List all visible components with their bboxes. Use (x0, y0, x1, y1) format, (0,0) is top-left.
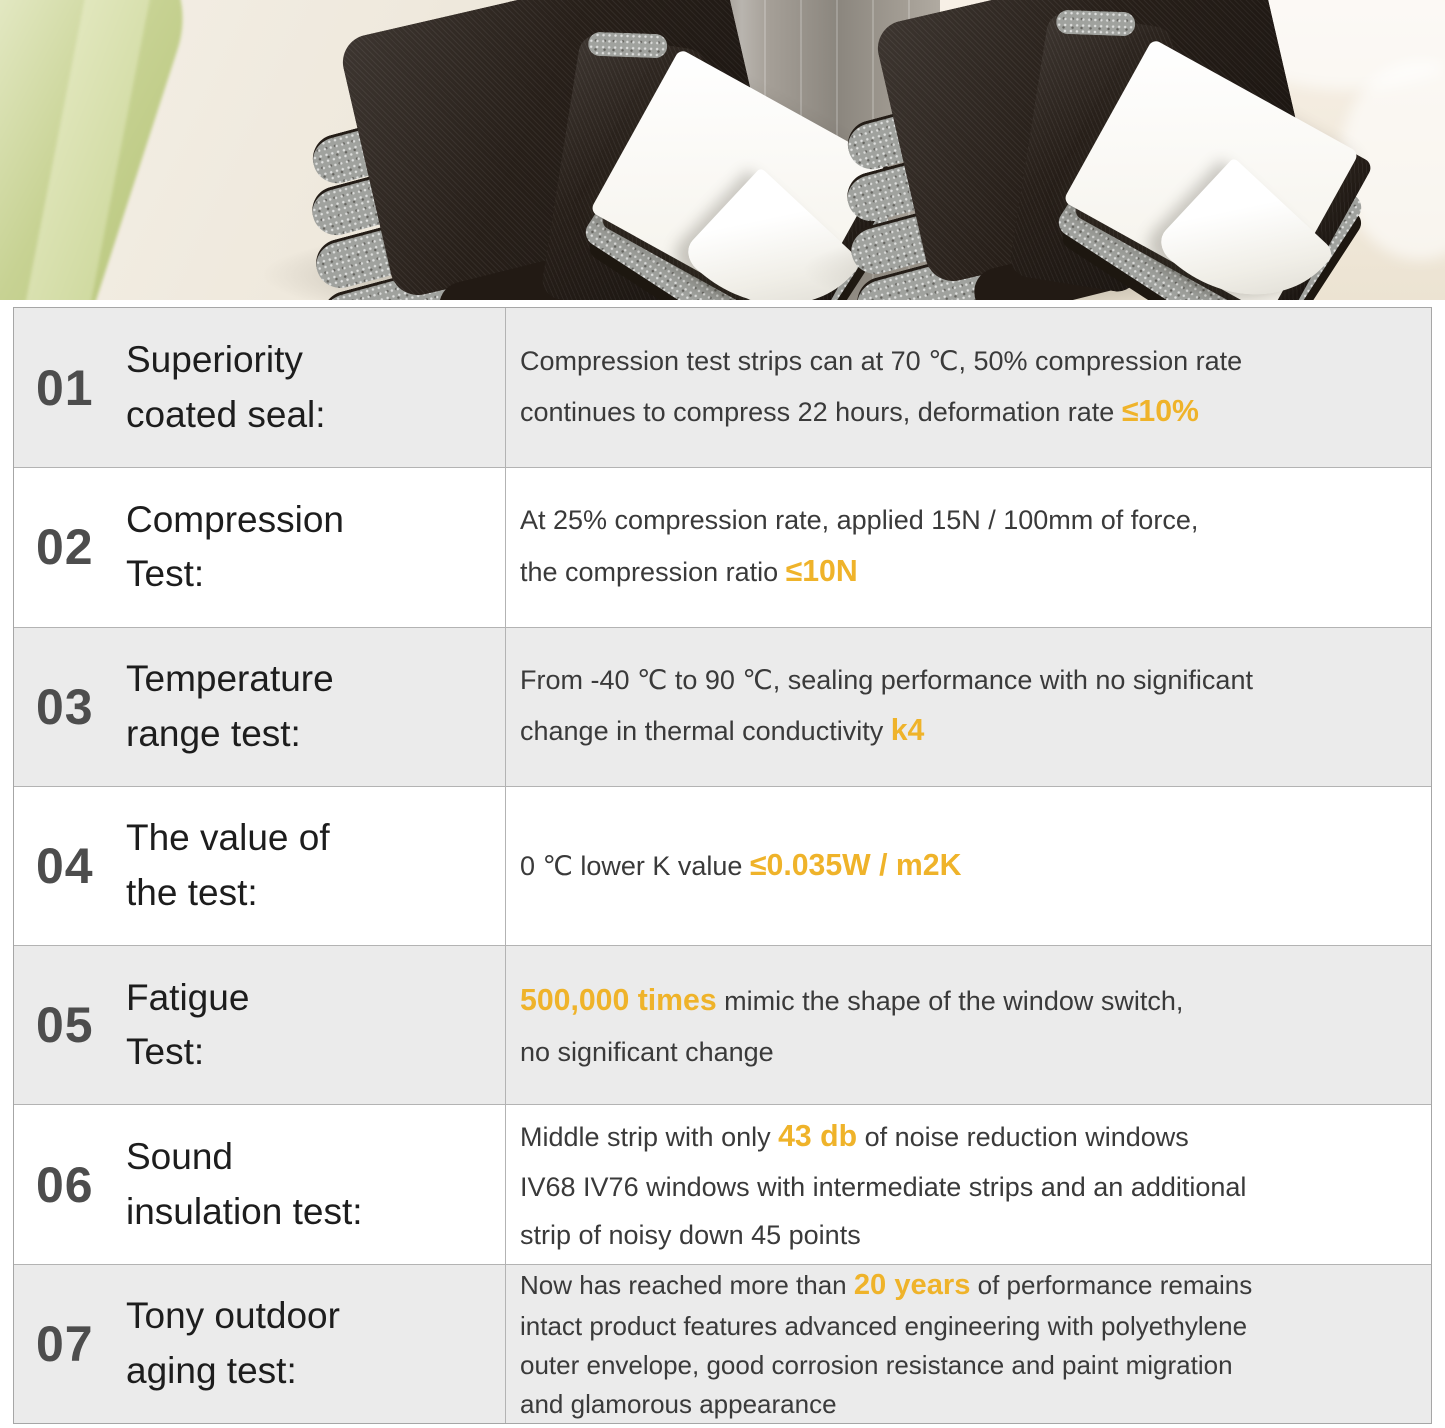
row-header-cell (14, 787, 506, 945)
description-line (520, 1346, 1407, 1385)
row-title-line: range test: (126, 712, 301, 754)
description-line (520, 974, 1407, 1028)
description-line (520, 1307, 1407, 1346)
row-title-line: the test: (126, 871, 258, 913)
spec-table (13, 307, 1432, 1424)
description-text: and glamorous appearance (520, 1389, 837, 1420)
product-photo (0, 0, 1445, 300)
row-title-line: Fatigue (126, 976, 250, 1018)
foam-edge (588, 32, 668, 59)
description-line (520, 1163, 1407, 1211)
description-line (520, 1385, 1407, 1424)
description-line (520, 1264, 1407, 1308)
row-title (126, 1130, 363, 1240)
row-title (126, 493, 344, 603)
row-number: 04 (36, 837, 94, 894)
spec-row (14, 467, 1431, 626)
description-line (520, 1028, 1407, 1076)
row-description (506, 1265, 1431, 1423)
description-text: From -40 ℃ to 90 ℃, sealing performance with no significant (520, 664, 1253, 695)
row-title (126, 1289, 340, 1399)
description-text: outer envelope, good corrosion resistance and paint migration (520, 1350, 1233, 1381)
row-title (126, 333, 326, 443)
description-text: Now has reached more than (520, 1269, 854, 1300)
description-text: IV68 IV76 windows with intermediate strips and an additional (520, 1172, 1247, 1203)
row-description (506, 628, 1431, 786)
description-line (520, 1110, 1407, 1164)
spec-row (14, 1264, 1431, 1423)
row-number: 03 (36, 678, 94, 735)
description-text: 0 ℃ lower K value (520, 851, 750, 882)
description-text: Middle strip with only (520, 1121, 779, 1152)
row-title-line: The value of (126, 817, 330, 859)
description-line (520, 545, 1407, 599)
highlight-value: ≤10% (1121, 394, 1199, 428)
row-title-line: Sound (126, 1135, 233, 1177)
row-number: 07 (36, 1315, 94, 1372)
description-text: strip of noisy down 45 points (520, 1220, 861, 1251)
row-number: 05 (36, 997, 94, 1054)
row-description (506, 787, 1431, 945)
row-title (126, 971, 249, 1081)
highlight-value: 43 db (778, 1119, 858, 1153)
row-header-cell (14, 1265, 506, 1423)
description-line (520, 704, 1407, 758)
row-description (506, 1105, 1431, 1263)
description-line (520, 337, 1407, 385)
row-description (506, 468, 1431, 626)
row-header-cell (14, 308, 506, 467)
description-text: of performance remains (970, 1269, 1253, 1300)
row-description (506, 308, 1431, 467)
description-line (520, 496, 1407, 544)
description-text: continues to compress 22 hours, deformation rate (520, 396, 1122, 427)
row-title (126, 811, 330, 921)
description-text: Compression test strips can at 70 ℃, 50% compression rate (520, 345, 1243, 376)
row-title-line: Temperature (126, 657, 334, 699)
highlight-value: k4 (890, 713, 925, 747)
spec-row (14, 945, 1431, 1104)
spec-row (14, 627, 1431, 786)
description-line (520, 385, 1407, 439)
highlight-value: ≤0.035W / m2K (749, 849, 962, 883)
spec-row (14, 1104, 1431, 1263)
description-line (520, 1211, 1407, 1259)
highlight-value: 500,000 times (520, 984, 717, 1018)
description-line (520, 839, 1407, 893)
row-title-line: Test: (126, 1031, 205, 1073)
row-title-line: aging test: (126, 1349, 297, 1391)
row-title-line: Superiority (126, 338, 303, 380)
row-header-cell (14, 468, 506, 626)
foam-edge (1056, 10, 1136, 37)
description-line (520, 656, 1407, 704)
description-text: the compression ratio (520, 556, 786, 587)
description-text: intact product features advanced engineering with polyethylene (520, 1311, 1248, 1342)
row-title (126, 652, 334, 762)
row-title-line: insulation test: (126, 1190, 363, 1232)
highlight-value: ≤10N (785, 554, 858, 588)
row-title-line: Compression (126, 498, 344, 540)
row-header-cell (14, 946, 506, 1104)
highlight-value: 20 years (853, 1268, 971, 1301)
row-number: 02 (36, 519, 94, 576)
row-header-cell (14, 1105, 506, 1263)
row-header-cell (14, 628, 506, 786)
row-title-line: coated seal: (126, 393, 326, 435)
row-number: 06 (36, 1156, 94, 1213)
spec-row (14, 786, 1431, 945)
description-text: of noise reduction windows (857, 1121, 1189, 1152)
row-number: 01 (36, 359, 94, 416)
row-title-line: Test: (126, 553, 205, 595)
description-text: At 25% compression rate, applied 15N / 100mm of force, (520, 505, 1199, 536)
description-text: mimic the shape of the window switch, (716, 986, 1184, 1017)
row-title-line: Tony outdoor (126, 1295, 340, 1337)
description-text: no significant change (520, 1037, 774, 1068)
description-text: change in thermal conductivity (520, 715, 891, 746)
row-description (506, 946, 1431, 1104)
spec-row (14, 308, 1431, 467)
